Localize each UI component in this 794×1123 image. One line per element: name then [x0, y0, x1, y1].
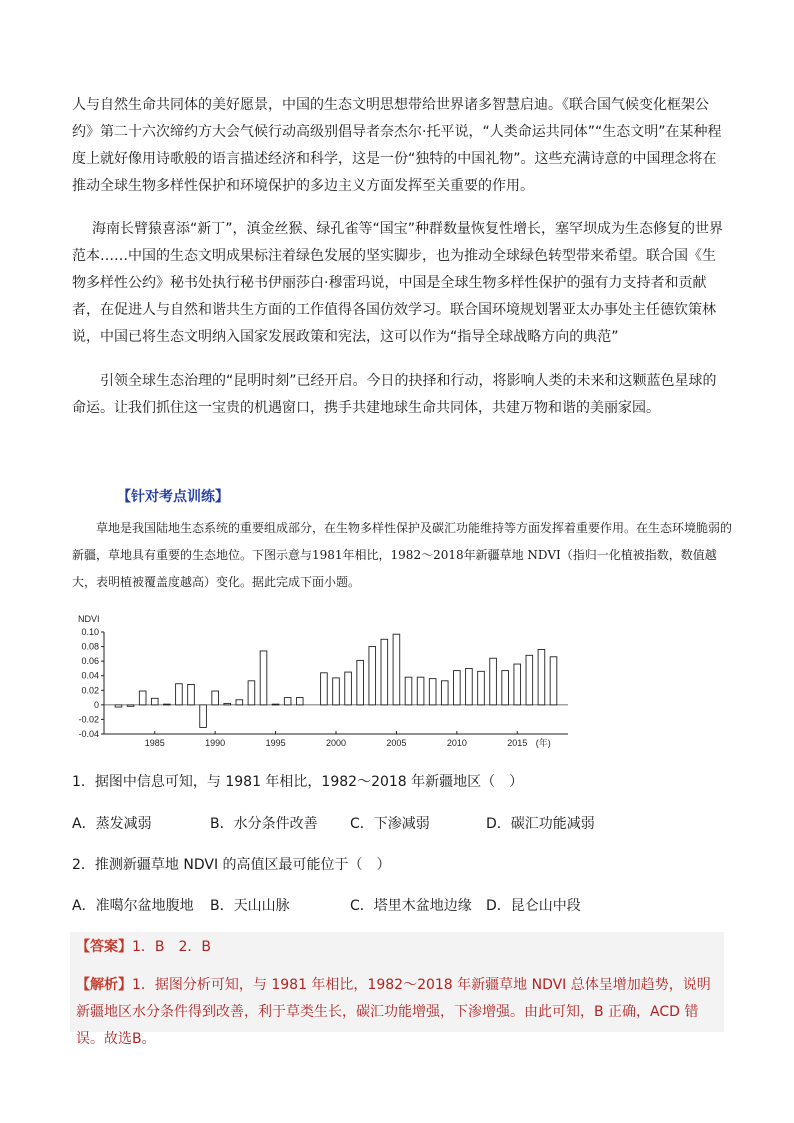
question-intro: 草地是我国陆地生态系统的重要组成部分，在生物多样性保护及碳汇功能维持等方面发挥着重要作用。在生态环境脆弱的新疆，草地具有重要的生态地位。下图示意与1981年相比，1982～2018年新疆草地 NDVI（指归一化植被指数，数值越大，表明植被覆盖度越高）变化。据此完成下面小题。 — [72, 521, 733, 589]
chart-bar-1984 — [139, 691, 146, 705]
chart-x-tick-label: 1985 — [144, 738, 165, 748]
chart-x-tick-label: 2005 — [386, 738, 407, 748]
chart-x-tick-label: 1990 — [205, 738, 226, 748]
chart-bar-2018 — [550, 657, 557, 705]
chart-ylabel: NDVI — [78, 614, 100, 624]
chart-bar-2003 — [369, 647, 376, 705]
section-title: 【针对考点训练】 — [117, 489, 229, 505]
chart-bar-1986 — [164, 704, 171, 705]
chart-bar-2010 — [454, 671, 461, 705]
q2-option-b[interactable]: B．天山山脉 — [210, 898, 290, 914]
chart-y-tick-label: -0.04 — [78, 729, 99, 739]
chart-x-tick-label: 1995 — [265, 738, 286, 748]
chart-bar-1993 — [248, 681, 255, 705]
chart-bar-2016 — [526, 655, 533, 705]
analysis-tag: 【解析】 — [76, 977, 132, 993]
chart-bar-2004 — [381, 639, 388, 705]
chart-bar-1996 — [284, 698, 291, 705]
chart-y-tick-label: 0 — [93, 699, 99, 710]
chart-bar-2008 — [429, 679, 436, 705]
chart-x-tick-label: 2000 — [325, 738, 347, 748]
q2-option-c[interactable]: C．塔里木盆地边缘 — [350, 898, 472, 914]
question-2-stem: 2．推测新疆草地 NDVI 的高值区最可能位于（ ） — [72, 857, 391, 873]
chart-bar-2015 — [514, 664, 521, 705]
chart-bar-2011 — [466, 668, 473, 704]
chart-x-tick-label: 2010 — [446, 738, 467, 748]
passage-paragraph-2: 海南长臂猿喜添“新丁”，滇金丝猴、绿孔雀等“国宝”种群数量恢复性增长，塞罕坝成为生态修复的世界范本……中国的生态文明成果标注着绿色发展的坚实脚步，也为推动全球绿色转型带来希望。联合国《生物多样性公约》秘书处执行秘书伊丽莎白·穆雷玛说，中国是全球生物多样性保护的强有力支持者和贡献者，在促进人与自然和谐共生方面的工作值得各国仿效学习。联合国环境规划署亚太办事处主任德钦策林说，中国已将生态文明纳入国家发展政策和宪法，这可以作为“指导全球战略方向的典范” — [72, 221, 724, 345]
analysis-text — [76, 972, 724, 1053]
chart-bar-1988 — [188, 684, 195, 704]
chart-x-tick-label: 2015 — [507, 738, 528, 748]
chart-bar-2001 — [345, 672, 352, 705]
ndvi-bar-chart — [60, 610, 580, 750]
chart-y-tick-label: 0.06 — [81, 656, 99, 667]
chart-y-tick-label: 0.04 — [81, 670, 99, 681]
q2-option-d[interactable]: D．昆仑山中段 — [486, 898, 581, 914]
chart-bar-1991 — [224, 703, 231, 704]
q1-option-b[interactable]: B．水分条件改善 — [210, 816, 318, 832]
chart-bar-1990 — [212, 691, 219, 705]
chart-bar-1994 — [260, 651, 267, 705]
q1-option-a[interactable]: A．蒸发减弱 — [72, 816, 152, 832]
q1-option-c[interactable]: C．下渗减弱 — [350, 816, 430, 832]
chart-y-tick-label: 0.08 — [81, 641, 99, 652]
chart-bar-2009 — [441, 681, 448, 705]
chart-bar-2014 — [502, 671, 509, 705]
chart-bar-2012 — [478, 671, 485, 705]
analysis-body: 1．据图分析可知，与 1981 年相比，1982～2018 年新疆草地 NDVI 总体呈增加趋势，说明新疆地区水分条件得到改善，利于草类生长，碳汇功能增强，下渗增强。由此可知，B 正确，ACD 错误。故选B。 — [76, 977, 711, 1047]
chart-bar-2013 — [490, 658, 497, 705]
q2-option-a[interactable]: A．准噶尔盆地腹地 — [72, 898, 194, 914]
chart-bar-1987 — [176, 684, 183, 705]
chart-bar-2017 — [538, 649, 545, 704]
chart-bar-2000 — [333, 678, 340, 705]
chart-y-tick-label: 0.10 — [81, 627, 99, 637]
answer-tag: 【答案】 — [76, 939, 132, 955]
answer-text: 1．B 2．B — [132, 939, 212, 955]
chart-bar-2002 — [357, 660, 364, 704]
chart-bar-2005 — [393, 634, 400, 705]
chart-bar-1982 — [115, 705, 122, 707]
chart-bar-1997 — [296, 698, 303, 705]
chart-bar-1992 — [236, 700, 243, 705]
chart-xlabel: (年) — [535, 738, 551, 748]
q1-option-d[interactable]: D．碳汇功能减弱 — [486, 816, 595, 832]
chart-bar-2007 — [417, 677, 424, 705]
chart-bar-1995 — [272, 704, 279, 705]
question-1-stem: 1．据图中信息可知，与 1981 年相比，1982～2018 年新疆地区（ ） — [72, 774, 524, 790]
passage-paragraph-1: 人与自然生命共同体的美好愿景，中国的生态文明思想带给世界诸多智慧启迪。《联合国气候变化框架公约》第二十六次缔约方大会气候行动高级别倡导者奈杰尔·托平说，“人类命运共同体”“生态文明”在某种程度上就好像用诗歌般的语言描述经济和科学，这是一份“独特的中国礼物”。这些充满诗意的中国理念将在推动全球生物多样性保护和环境保护的多边主义方面发挥至关重要的作用。 — [72, 97, 722, 194]
passage-paragraph-3: 引领全球生态治理的“昆明时刻”已经开启。今日的抉择和行动，将影响人类的未来和这颗蓝色星球的命运。让我们抓住这一宝贵的机遇窗口，携手共建地球生命共同体，共建万物和谐的美丽家园。 — [72, 373, 717, 416]
chart-y-tick-label: 0.02 — [81, 685, 99, 696]
chart-bar-2006 — [405, 677, 412, 705]
chart-bar-1989 — [200, 705, 207, 728]
answer-line — [76, 936, 211, 956]
chart-bar-1985 — [151, 698, 158, 705]
chart-bar-1983 — [127, 705, 134, 706]
chart-bar-1999 — [321, 673, 328, 705]
chart-y-tick-label: -0.02 — [78, 714, 99, 725]
